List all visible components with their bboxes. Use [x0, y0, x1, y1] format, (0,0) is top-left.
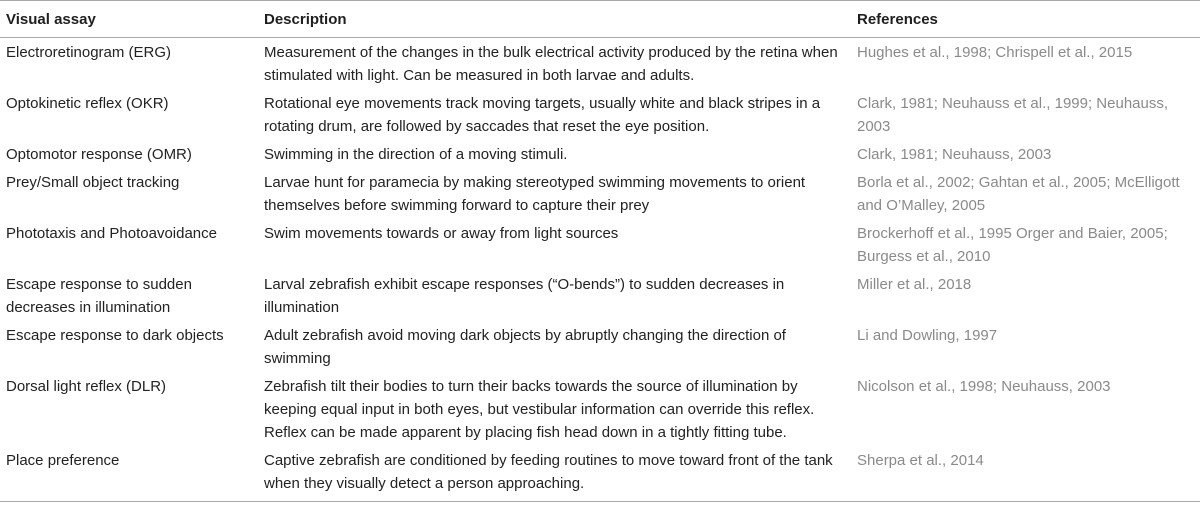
references-cell: Miller et al., 2018 [857, 276, 972, 293]
table-row [0, 168, 1200, 219]
description-cell: Adult zebrafish avoid moving dark objects by abruptly changing the direction of swimming [264, 327, 786, 367]
header-visual-assay: Visual assay [6, 10, 96, 28]
table-row [0, 219, 1200, 270]
table-row [0, 270, 1200, 321]
header-references: References [857, 10, 938, 28]
header-row [0, 1, 1200, 38]
assay-cell: Escape response to dark objects [6, 327, 224, 344]
assay-cell: Place preference [6, 452, 120, 469]
table-body [0, 38, 1200, 502]
references-cell: Li and Dowling, 1997 [857, 327, 998, 344]
references-cell: Sherpa et al., 2014 [857, 452, 984, 469]
assay-cell: Escape response to sudden decreases in illumination [6, 276, 192, 316]
table-row [0, 140, 1200, 168]
description-cell: Measurement of the changes in the bulk electrical activity produced by the retina when stimulated with light. Can be measured in both larvae and adults. [264, 44, 838, 84]
table-header [0, 1, 1200, 38]
references-cell: Clark, 1981; Neuhauss, 2003 [857, 146, 1052, 163]
description-cell: Swim movements towards or away from light sources [264, 225, 619, 242]
assay-cell: Dorsal light reflex (DLR) [6, 378, 167, 395]
description-cell: Larvae hunt for paramecia by making stereotyped swimming movements to orient themselves before swimming forward to capture their prey [264, 174, 806, 214]
table-row [0, 372, 1200, 446]
table-row [0, 446, 1200, 502]
table-row [0, 321, 1200, 372]
assay-cell: Phototaxis and Photoavoidance [6, 225, 217, 242]
table-row [0, 89, 1200, 140]
references-cell: Hughes et al., 1998; Chrispell et al., 2015 [857, 44, 1133, 61]
references-cell: Brockerhoff et al., 1995 Orger and Baier, 2005; Burgess et al., 2010 [857, 225, 1168, 265]
assay-cell: Prey/Small object tracking [6, 174, 180, 191]
assay-cell: Optomotor response (OMR) [6, 146, 192, 163]
references-cell: Borla et al., 2002; Gahtan et al., 2005; McElligott and O’Malley, 2005 [857, 174, 1180, 214]
header-description: Description [264, 10, 347, 28]
table-row [0, 38, 1200, 90]
references-cell: Clark, 1981; Neuhauss et al., 1999; Neuhauss, 2003 [857, 95, 1169, 135]
description-cell: Zebrafish tilt their bodies to turn their backs towards the source of illumination by keeping equal input in both eyes, but vestibular information can override this reflex. Reflex can be made apparent by placing fish head down in a tightly fitting tube. [264, 378, 815, 441]
description-cell: Swimming in the direction of a moving stimuli. [264, 146, 568, 163]
references-cell: Nicolson et al., 1998; Neuhauss, 2003 [857, 378, 1111, 395]
assay-cell: Optokinetic reflex (OKR) [6, 95, 169, 112]
description-cell: Rotational eye movements track moving targets, usually white and black stripes in a rotating drum, are followed by saccades that reset the eye position. [264, 95, 821, 135]
description-cell: Larval zebrafish exhibit escape responses (“O-bends”) to sudden decreases in illumination [264, 276, 785, 316]
description-cell: Captive zebrafish are conditioned by feeding routines to move toward front of the tank when they visually detect a person approaching. [264, 452, 833, 492]
assay-cell: Electroretinogram (ERG) [6, 44, 172, 61]
